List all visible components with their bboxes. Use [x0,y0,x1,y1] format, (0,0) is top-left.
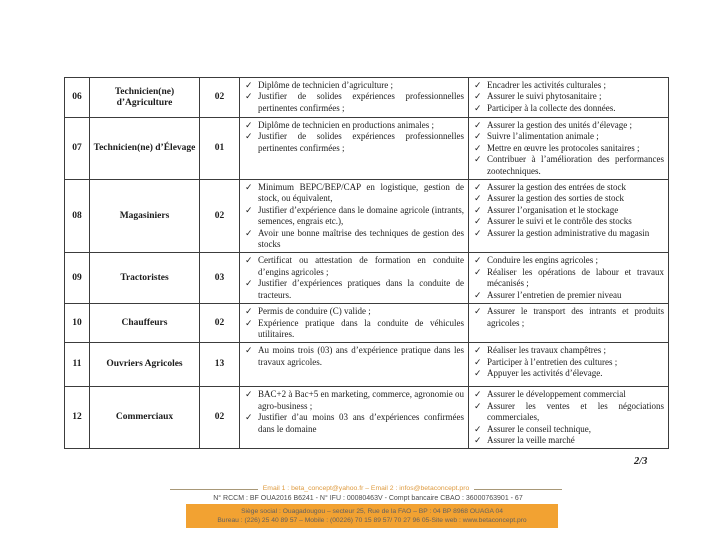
check-icon: ✓ [474,142,482,153]
qualification-item-text: Justifier d’expériences pratiques dans la conduite de tracteurs. [258,278,464,300]
position-title: Tractoristes [89,253,199,303]
qualifications-cell [239,343,468,386]
check-icon: ✓ [474,423,482,434]
check-icon: ✓ [245,182,253,193]
qualification-item [242,228,466,251]
check-icon: ✓ [474,255,482,266]
position-title: Commerciaux [89,387,199,448]
footer-registry-line: N° RCCM : BF OUA2016 B6241 - N° IFU : 00080463V - Compt bancaire CBAO : 36000763901 - 67 [213,494,523,502]
table-row [64,252,669,304]
position-count: 01 [199,118,239,179]
qualification-item [242,278,466,301]
position-title: Ouvriers Agricoles [89,343,199,386]
duty-item-text: Suivre l’alimentation animale ; [487,131,599,142]
duty-item [471,255,666,266]
qualification-item-text: Diplôme de technicien en productions animales ; [258,120,434,130]
duty-item-text: Assurer la gestion des sorties de stock [487,193,624,204]
divider-line [474,489,562,490]
duty-item [471,424,666,435]
duty-item-text: Assurer l’entretien de premier niveau [487,289,622,300]
duty-item [471,216,666,227]
qualification-item-text: Permis de conduire (C) valide ; [258,306,371,317]
check-icon: ✓ [474,345,482,356]
check-icon: ✓ [245,389,253,400]
duties-cell [468,118,668,179]
duty-item-text: Réaliser les travaux champêtres ; [487,345,606,356]
table-row [64,179,669,253]
qualification-item [242,91,466,114]
duty-item-text: Assurer la veille marché [487,434,575,445]
duty-item [471,80,666,91]
duty-item [471,228,666,239]
duty-item-text: Conduire les engins agricoles ; [487,255,598,266]
qualification-item [242,120,466,131]
check-icon: ✓ [245,131,253,142]
duty-item-text: Contribuer à l’amélioration des performances zootechniques. [487,154,664,176]
duties-cell [468,304,668,342]
position-title: Technicien(ne) d’Élevage [89,118,199,179]
qualification-item-text: Expérience pratique dans la conduite de véhicules utilitaires. [258,317,464,339]
check-icon: ✓ [245,120,253,130]
qualification-item-text: Justifier de solides expériences professionnelles pertinentes confirmées ; [258,91,464,113]
duty-item [471,435,666,446]
check-icon: ✓ [474,216,482,227]
check-icon: ✓ [245,306,253,317]
check-icon: ✓ [245,255,253,266]
duty-item [471,154,666,177]
qualification-item-text: Minimum BEPC/BEP/CAP en logistique, gestion de stock, ou équivalent, [258,182,464,204]
duty-item [471,401,666,424]
qualification-item-text: Certificat ou attestation de formation en conduite d’engins agricoles ; [258,255,464,277]
duty-item-text: Assurer la gestion administrative du magasin [487,227,650,238]
duty-item [471,120,666,131]
duty-item-text: Assurer le conseil technique, [487,423,591,434]
qualification-item [242,306,466,317]
row-number: 10 [72,317,82,328]
position-title: Chauffeurs [89,304,199,342]
check-icon: ✓ [245,278,253,289]
check-icon: ✓ [474,131,482,142]
table-row [64,303,669,343]
duties-cell [468,180,668,252]
duty-item [471,267,666,290]
check-icon: ✓ [245,345,253,356]
footer-address-band [186,504,558,528]
qualification-item [242,389,466,412]
check-icon: ✓ [474,389,482,400]
position-count: 02 [199,78,239,117]
table-row [64,77,669,118]
qualifications-cell [239,304,468,342]
qualification-item [242,255,466,278]
check-icon: ✓ [245,91,253,102]
duty-item-text: Assurer les ventes et les négociations commerciales, [487,400,664,423]
row-number: 09 [72,272,82,283]
check-icon: ✓ [474,120,482,130]
duty-item-text: Assurer la gestion des entrées de stock [487,182,626,193]
qualifications-cell [239,118,468,179]
check-icon: ✓ [474,289,482,300]
duty-item [471,131,666,142]
divider-line [170,489,258,490]
duty-item-text: Participer à l’entretien des cultures ; [487,356,618,367]
duty-item-text: Assurer le transport des intrants et produits agricoles ; [487,306,664,328]
duty-item-text: Assurer le suivi phytosanitaire ; [487,91,602,102]
qualification-item [242,80,466,91]
duty-item-text: Assurer la gestion des unités d’élevage ; [487,120,632,130]
duty-item [471,193,666,204]
row-number: 06 [72,92,82,102]
qualification-item-text: Avoir une bonne maîtrise des techniques de gestion des stocks [258,227,464,250]
check-icon: ✓ [474,356,482,367]
duty-item-text: Mettre en œuvre les protocoles sanitaires ; [487,142,640,153]
check-icon: ✓ [474,154,482,165]
duty-item [471,290,666,301]
footer-address-line: Siège social : Ouagadougou – secteur 25, Rue de la FAO – BP : 04 BP 8968 OUAGA 04 [241,507,503,515]
duty-item [471,345,666,356]
position-count: 13 [199,343,239,386]
qualification-item-text: Justifier d’au moins 03 ans d’expériences confirmées dans le domaine [258,412,464,434]
check-icon: ✓ [474,80,482,90]
duty-item-text: Assurer le développement commercial [487,389,626,400]
qualifications-cell [239,180,468,252]
duties-cell [468,78,668,117]
check-icon: ✓ [245,204,253,215]
check-icon: ✓ [474,204,482,215]
check-icon: ✓ [474,102,482,113]
duty-item [471,368,666,379]
duty-item [471,357,666,368]
row-number: 08 [72,210,82,221]
position-title: Magasiniers [89,180,199,252]
check-icon: ✓ [245,227,253,238]
duty-item [471,306,666,329]
duties-cell [468,253,668,303]
duty-item [471,205,666,216]
check-icon: ✓ [245,412,253,423]
footer-email-line [170,485,562,493]
table-row [64,386,669,449]
position-count: 02 [199,180,239,252]
qualification-item [242,412,466,435]
check-icon: ✓ [245,80,253,90]
page-number: 2/3 [634,456,648,467]
row-number: 07 [72,143,82,154]
qualification-item-text: Au moins trois (03) ans d’expérience pratique dans les travaux agricoles. [258,345,464,367]
check-icon: ✓ [474,182,482,193]
duty-item [471,91,666,102]
check-icon: ✓ [474,193,482,204]
duties-cell [468,343,668,386]
duty-item [471,103,666,114]
check-icon: ✓ [474,91,482,102]
table-row [64,117,669,180]
check-icon: ✓ [474,266,482,277]
position-count: 03 [199,253,239,303]
qualification-item [242,318,466,341]
position-count: 02 [199,387,239,448]
position-count: 02 [199,304,239,342]
duty-item [471,389,666,400]
row-number: 12 [72,412,82,423]
duty-item-text: Appuyer les activités d’élevage. [487,368,603,379]
duty-item-text: Participer à la collecte des données. [487,102,616,113]
qualifications-cell [239,387,468,448]
qualifications-cell [239,253,468,303]
duty-item [471,182,666,193]
table-row [64,342,669,387]
footer-email-text: Email 1 : beta_concept@yahoo.fr – Email 2 : infos@betaconcept.pro [262,485,470,492]
row-number: 11 [72,359,82,370]
qualification-item-text: Justifier de solides expériences professionnelles pertinentes confirmées ; [258,131,464,153]
check-icon: ✓ [245,317,253,328]
check-icon: ✓ [474,368,482,379]
footer-contact-line: Bureau : (226) 25 40 89 57 – Mobile : (00226) 70 15 89 57/ 70 27 96 05-Site web : www.betaconcept.pro [217,516,527,524]
check-icon: ✓ [474,227,482,238]
qualification-item [242,131,466,154]
duty-item-text: Réaliser les opérations de labour et travaux mécanisés ; [487,266,664,289]
qualification-item-text: Justifier d’expérience dans le domaine agricole (intrants, semences, engrais etc.), [258,204,464,227]
check-icon: ✓ [474,434,482,445]
duties-cell [468,387,668,448]
qualification-item [242,205,466,228]
duty-item [471,143,666,154]
check-icon: ✓ [474,400,482,411]
position-title: Technicien(ne) d’Agriculture [89,78,199,117]
recruitment-table [64,78,669,449]
qualification-item-text: Diplôme de technicien d’agriculture ; [258,80,393,90]
duty-item-text: Encadrer les activités culturales ; [487,80,606,90]
check-icon: ✓ [474,306,482,317]
qualification-item-text: BAC+2 à Bac+5 en marketing, commerce, agronomie ou agro-business ; [258,389,464,411]
qualification-item [242,345,466,368]
duty-item-text: Assurer le suivi et le contrôle des stocks [487,216,632,227]
qualifications-cell [239,78,468,117]
duty-item-text: Assurer l’organisation et le stockage [487,204,619,215]
qualification-item [242,182,466,205]
